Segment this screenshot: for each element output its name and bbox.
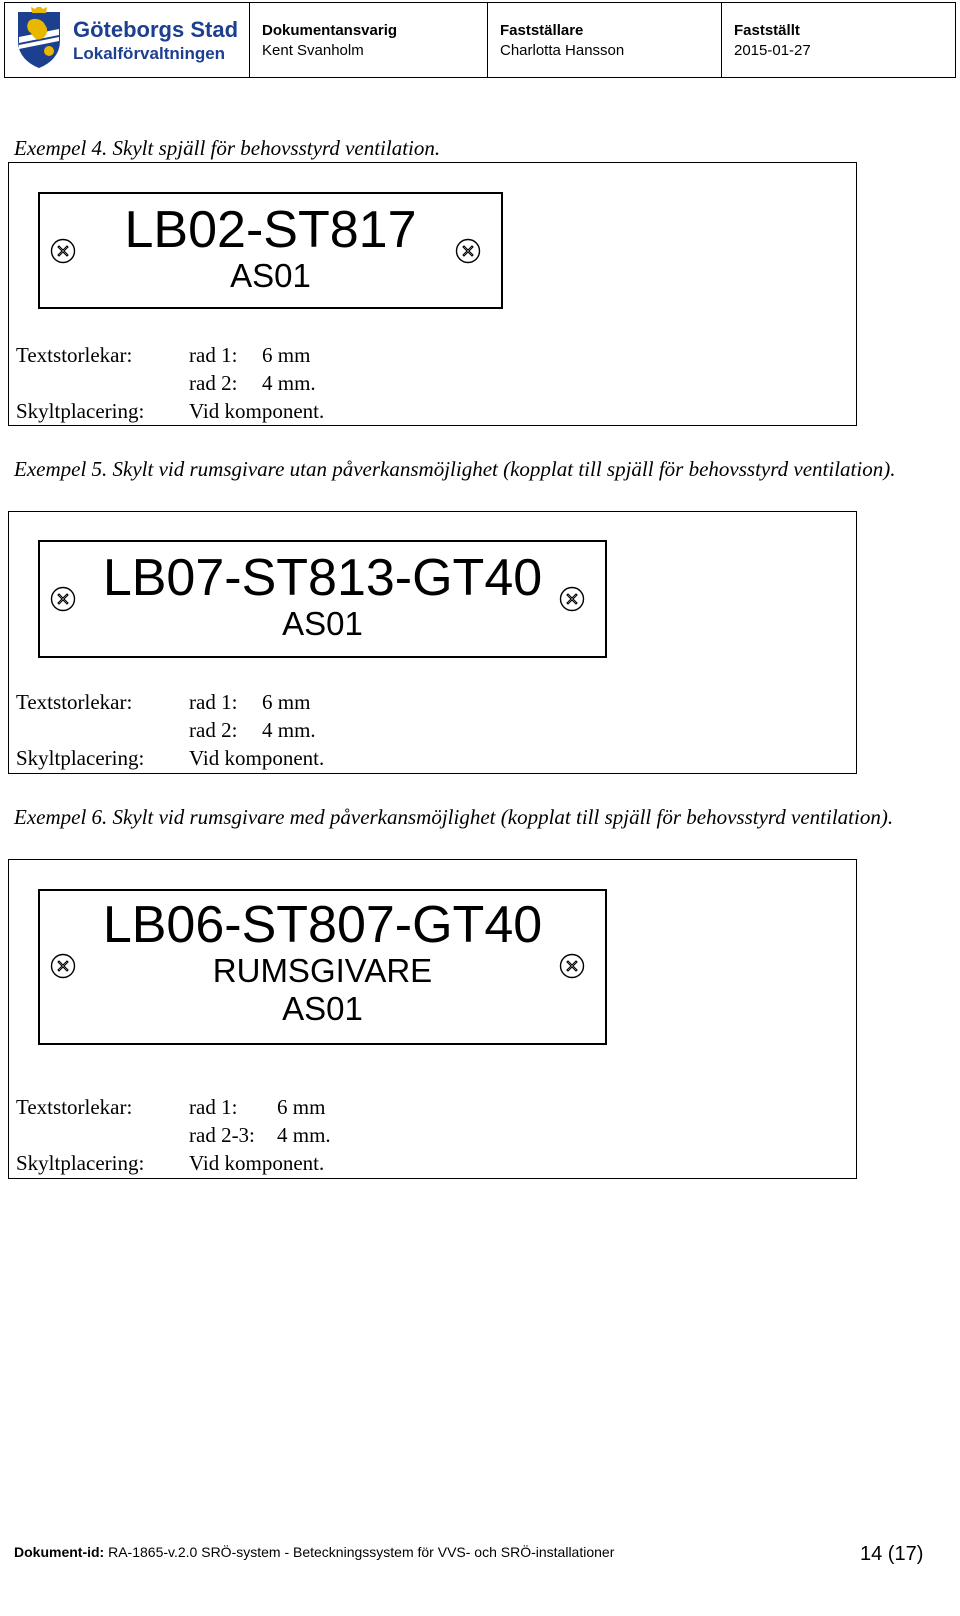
screw-icon xyxy=(455,238,481,264)
document-header xyxy=(4,2,956,78)
spec-key: rad 2-3: xyxy=(189,1123,255,1147)
approved-date-value: 2015-01-27 xyxy=(734,42,811,59)
document-owner-label: Dokumentansvarig xyxy=(262,22,398,39)
spec-label: Textstorlekar: xyxy=(16,690,133,714)
approved-date-label: Fastställt xyxy=(734,22,800,39)
spec-key: Vid komponent. xyxy=(189,399,325,423)
logo-title: Göteborgs Stad xyxy=(73,17,239,42)
spec-key: rad 2: xyxy=(189,718,238,742)
example-6-sign-row2: RUMSGIVARE xyxy=(212,952,433,989)
approver-cell xyxy=(487,3,721,77)
example-5-frame xyxy=(8,511,857,774)
screw-icon xyxy=(559,953,585,979)
example-4-caption: Exempel 4. Skylt spjäll för behovsstyrd ventilation. xyxy=(14,136,441,160)
example-6-sign xyxy=(38,889,607,1045)
spec-label: Textstorlekar: xyxy=(16,343,133,367)
document-owner-value: Kent Svanholm xyxy=(262,42,364,59)
example-6-sign-row1: LB06-ST807-GT40 xyxy=(102,896,543,954)
example-5-sign-row1: LB07-ST813-GT40 xyxy=(102,549,543,607)
spec-key: rad 1: xyxy=(189,1095,238,1119)
page-number: 14 (17) xyxy=(860,1543,924,1565)
example-6-sign-row3: AS01 xyxy=(282,990,363,1027)
organization-logo xyxy=(5,3,249,77)
approver-value: Charlotta Hansson xyxy=(500,42,625,59)
spec-label: Skyltplacering: xyxy=(16,399,145,423)
spec-label: Skyltplacering: xyxy=(16,746,145,770)
example-4-sign-row2: AS01 xyxy=(230,257,311,294)
spec-value: 6 mm xyxy=(262,690,311,714)
logo-subtitle: Lokalförvaltningen xyxy=(73,44,226,63)
spec-value: 4 mm. xyxy=(262,718,316,742)
example-6-frame xyxy=(8,859,857,1179)
spec-key: Vid komponent. xyxy=(189,746,325,770)
example-5-sign xyxy=(38,540,607,658)
example-5-caption: Exempel 5. Skylt vid rumsgivare utan påverkansmöjlighet (kopplat till spjäll för behovsstyrd ventilation). xyxy=(14,457,896,481)
spec-key: rad 2: xyxy=(189,371,238,395)
document-id-label: Dokument-id: xyxy=(14,1544,105,1560)
spec-value: 6 mm xyxy=(262,343,311,367)
spec-value: 6 mm xyxy=(277,1095,326,1119)
spec-label: Textstorlekar: xyxy=(16,1095,133,1119)
spec-key: rad 1: xyxy=(189,343,238,367)
document-id-value: RA-1865-v.2.0 SRÖ-system - Beteckningssystem för VVS- och SRÖ-installationer xyxy=(108,1544,615,1560)
example-4-sign-row1: LB02-ST817 xyxy=(124,201,417,259)
example-6-caption: Exempel 6. Skylt vid rumsgivare med påverkansmöjlighet (kopplat till spjäll för behovsstyrd ventilation). xyxy=(14,805,894,829)
spec-key: Vid komponent. xyxy=(189,1151,325,1175)
example-4-frame xyxy=(8,162,857,426)
spec-value: 4 mm. xyxy=(262,371,316,395)
spec-key: rad 1: xyxy=(189,690,238,714)
document-owner-cell xyxy=(249,3,487,77)
approver-label: Fastställare xyxy=(500,22,584,39)
screw-icon xyxy=(559,586,585,612)
approved-date-cell xyxy=(721,3,955,77)
city-crest-icon xyxy=(13,7,65,69)
spec-label: Skyltplacering: xyxy=(16,1151,145,1175)
example-5-sign-row2: AS01 xyxy=(282,605,363,642)
document-id xyxy=(14,1543,614,1561)
spec-value: 4 mm. xyxy=(277,1123,331,1147)
example-4-sign xyxy=(38,192,503,309)
